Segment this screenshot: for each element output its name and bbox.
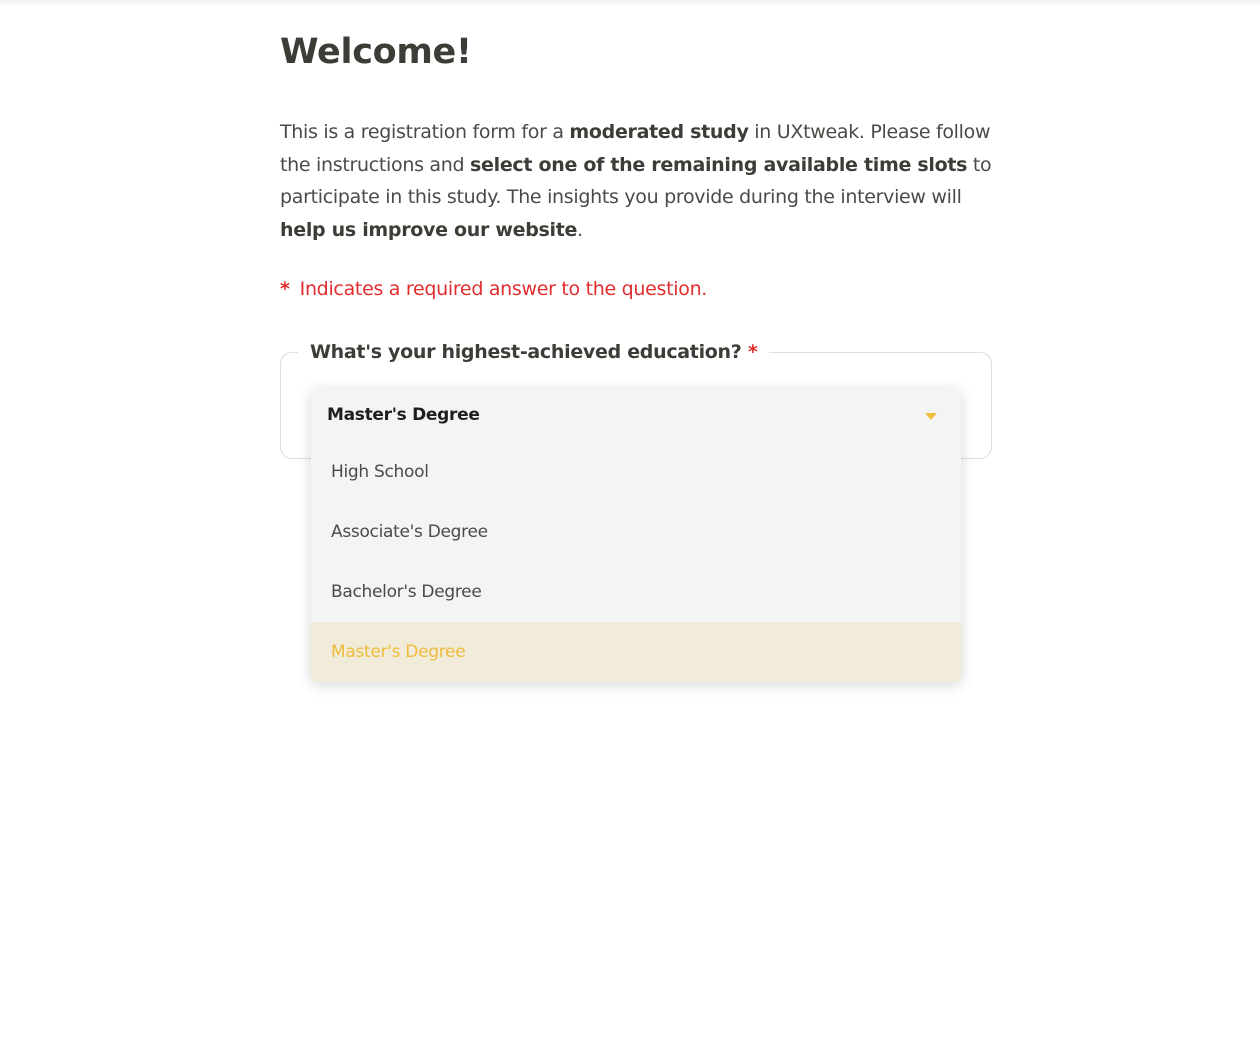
option-associates-degree[interactable]: Associate's Degree [331,522,488,542]
education-select[interactable] [311,388,961,682]
intro-segment-bold: moderated study [569,121,749,143]
required-star: * [747,341,758,363]
question-label-text: What's your highest-achieved education? [310,341,742,363]
intro-text [280,116,992,246]
required-star: * [280,278,290,300]
intro-segment: to participate in this study. The insights you provide during the interview will [280,153,992,208]
question-label [298,341,769,363]
education-select-trigger[interactable] [311,388,961,442]
required-note-text: Indicates a required answer to the question. [299,278,708,300]
intro-segment: . [577,218,583,241]
selected-value: Master's Degree [327,405,480,425]
option-masters-degree[interactable]: Master's Degree [311,622,961,682]
top-shadow [0,0,1260,6]
intro-segment: in UXtweak. Please follow the instructions and [280,121,991,176]
caret-down-icon[interactable] [925,413,937,420]
required-note [280,278,707,300]
intro-segment-bold: help us improve our website [280,218,578,241]
intro-segment: This is a registration form for a [280,121,570,143]
option-high-school[interactable]: High School [331,462,429,482]
page-title: Welcome! [280,32,472,72]
option-bachelors-degree[interactable]: Bachelor's Degree [331,582,482,602]
intro-segment-bold: select one of the remaining available time slots [470,153,968,176]
